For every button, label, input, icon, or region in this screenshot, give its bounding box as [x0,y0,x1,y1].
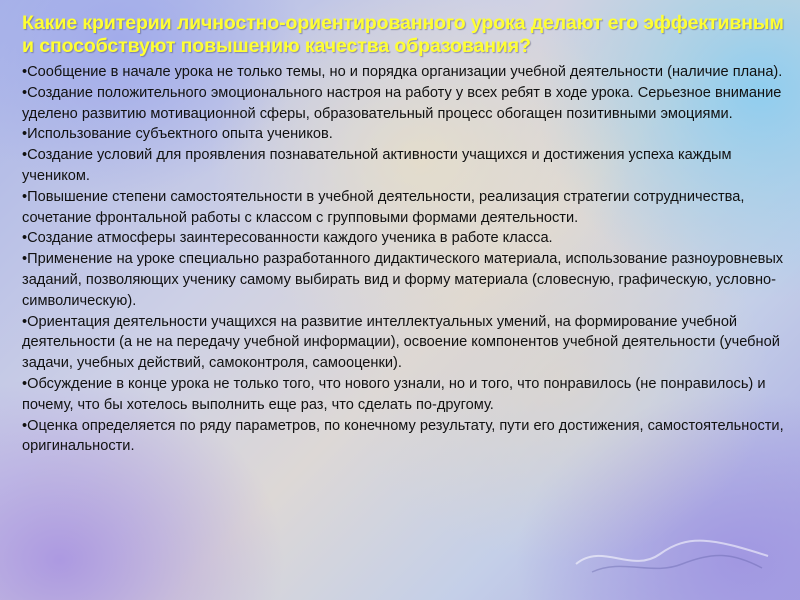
bullet-symbol: • [22,251,28,268]
list-item [22,228,784,249]
bullet-symbol: • [22,230,28,247]
list-item [22,249,784,311]
bullet-symbol: • [22,375,28,392]
list-item-text: Сообщение в начале урока не только темы, но и порядка организации учебной деятельности (наличие плана). [27,64,783,80]
bullet-symbol: • [22,188,28,205]
bullet-symbol: • [22,64,28,80]
bullet-symbol: • [22,84,28,101]
list-item-text: Применение на уроке специально разработанного дидактического материала, использование разноуровневых заданий, позволяющих ученику самому выбирать вид и форму материала (словесную, графическую, условно-символическую). [22,251,784,309]
list-item [22,187,784,229]
list-item [22,416,784,458]
list-item-text: Создание атмосферы заинтересованности каждого ученика в работе класса. [27,230,553,247]
list-item [22,83,784,125]
list-item-text: Использование субъектного опыта учеников. [27,126,333,143]
list-item-text: Создание условий для проявления познавательной активности учащихся и достижения успеха каждым учеником. [22,147,732,184]
bullet-symbol: • [22,147,28,164]
bullet-symbol: • [22,313,28,330]
list-item-text: Повышение степени самостоятельности в учебной деятельности, реализация стратегии сотрудничества, сочетание фронтальной работы с классом с групповыми формами деятельности. [22,188,745,226]
list-item [22,124,784,145]
list-item-text: Создание положительного эмоционального настроя на работу у всех ребят в ходе урока. Серьезное внимание уделено развитию мотивационной сферы, образовательный процесс обогащен позитивными эмоциями. [22,84,782,122]
list-item [22,374,784,416]
decorative-swirl-icon [572,534,772,578]
list-item [22,62,784,83]
list-item [22,312,784,374]
bullet-symbol: • [22,417,28,434]
list-item-text: Обсуждение в конце урока не только того, что нового узнали, но и того, что понравилось (не понравилось) и почему, что бы хотелось выполнить еще раз, что сделать по-другому. [22,375,766,413]
list-item-text: Ориентация деятельности учащихся на развитие интеллектуальных умений, на формирование учебной деятельности (а не на передачу учебной информации), освоение компонентов учебной деятельности (учебной задачи, учебных действий, самоконтроля, самооценки). [22,313,780,372]
slide-title: Какие критерии личностно-ориентированного урока делают его эффективным и способствуют повышению качества образования? [22,12,784,57]
list-item [22,145,784,187]
bullet-symbol: • [22,126,28,143]
slide-content [22,12,784,457]
criteria-list [22,62,784,457]
list-item-text: Оценка определяется по ряду параметров, по конечному результату, пути его достижения, самостоятельности, оригинальности. [22,417,784,455]
